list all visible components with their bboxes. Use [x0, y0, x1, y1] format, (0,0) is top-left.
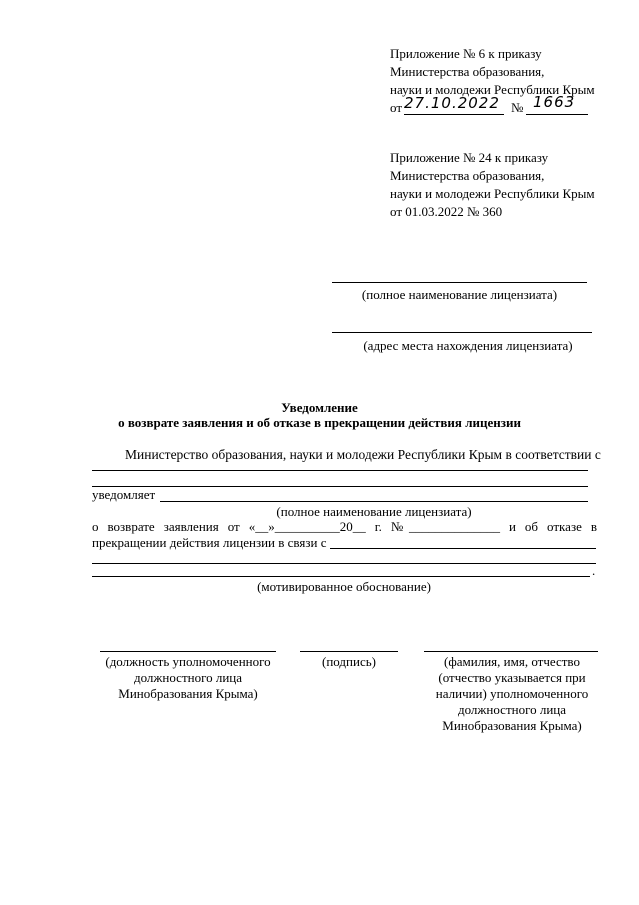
- full-name-caption-3: наличии) уполномоченного: [435, 686, 589, 701]
- licensee-address-caption: (адрес места нахождения лицензиата): [363, 338, 573, 353]
- appendix-2-line-2: Министерства образования,: [390, 168, 545, 183]
- appendix-1-line-1: Приложение № 6 к приказу: [390, 46, 542, 61]
- signature-line: [300, 651, 398, 652]
- termination-line: [330, 548, 596, 549]
- full-name-caption-4: должностного лица: [457, 702, 567, 717]
- full-name-line: [424, 651, 598, 652]
- position-caption-3: Минобразования Крыма): [118, 686, 258, 701]
- title-line-2: о возврате заявления и об отказе в прекращении действия лицензии: [118, 415, 521, 430]
- position-caption-2: должностного лица: [133, 670, 243, 685]
- reason-caption: (мотивированное обоснование): [257, 579, 431, 594]
- full-name-caption-5: Минобразования Крыма): [442, 718, 582, 733]
- intro-text: Министерство образования, науки и молодежи Республики Крым в соответствии с: [125, 447, 601, 462]
- date-underline: [404, 114, 504, 115]
- notifies-label: уведомляет: [92, 487, 156, 502]
- licensee-address-line: [332, 332, 592, 333]
- licensee-name-line: [332, 282, 587, 283]
- handwritten-date: 27.10.2022: [404, 94, 500, 112]
- appendix-2-line-3: науки и молодежи Республики Крым: [390, 186, 595, 201]
- full-name-caption-2: (отчество указывается при: [438, 670, 586, 685]
- signature-caption: (подпись): [322, 654, 376, 669]
- return-line: о возврате заявления от «__»__________20__ г. №______________ и об отказе в: [92, 519, 597, 534]
- full-name-caption-1: (фамилия, имя, отчество: [444, 654, 580, 669]
- licensee-name-caption: (полное наименование лицензиата): [361, 287, 558, 302]
- basis-line-1: [92, 470, 588, 471]
- title-line-1: Уведомление: [281, 400, 358, 415]
- appendix-2-line-1: Приложение № 24 к приказу: [390, 150, 549, 165]
- handwritten-number: 1663: [533, 93, 576, 111]
- appendix-1-line-2: Министерства образования,: [390, 64, 545, 79]
- basis-line-2: [92, 486, 588, 487]
- reason-line-2: [92, 576, 590, 577]
- reason-line-1: [92, 563, 596, 564]
- number-underline: [526, 114, 588, 115]
- licensee-line: [160, 501, 588, 502]
- reason-period: .: [592, 563, 596, 578]
- termination-label: прекращении действия лицензии в связи с: [92, 535, 327, 550]
- appendix-1-number-label: №: [511, 100, 524, 115]
- appendix-1-from-label: от: [390, 100, 403, 115]
- position-caption-1: (должность уполномоченного: [105, 654, 271, 669]
- position-line: [100, 651, 276, 652]
- licensee-caption: (полное наименование лицензиата): [276, 504, 472, 519]
- appendix-2-line-4: от 01.03.2022 № 360: [390, 204, 503, 219]
- appendix-1-line-3: науки и молодежи Республики Крым: [390, 82, 595, 97]
